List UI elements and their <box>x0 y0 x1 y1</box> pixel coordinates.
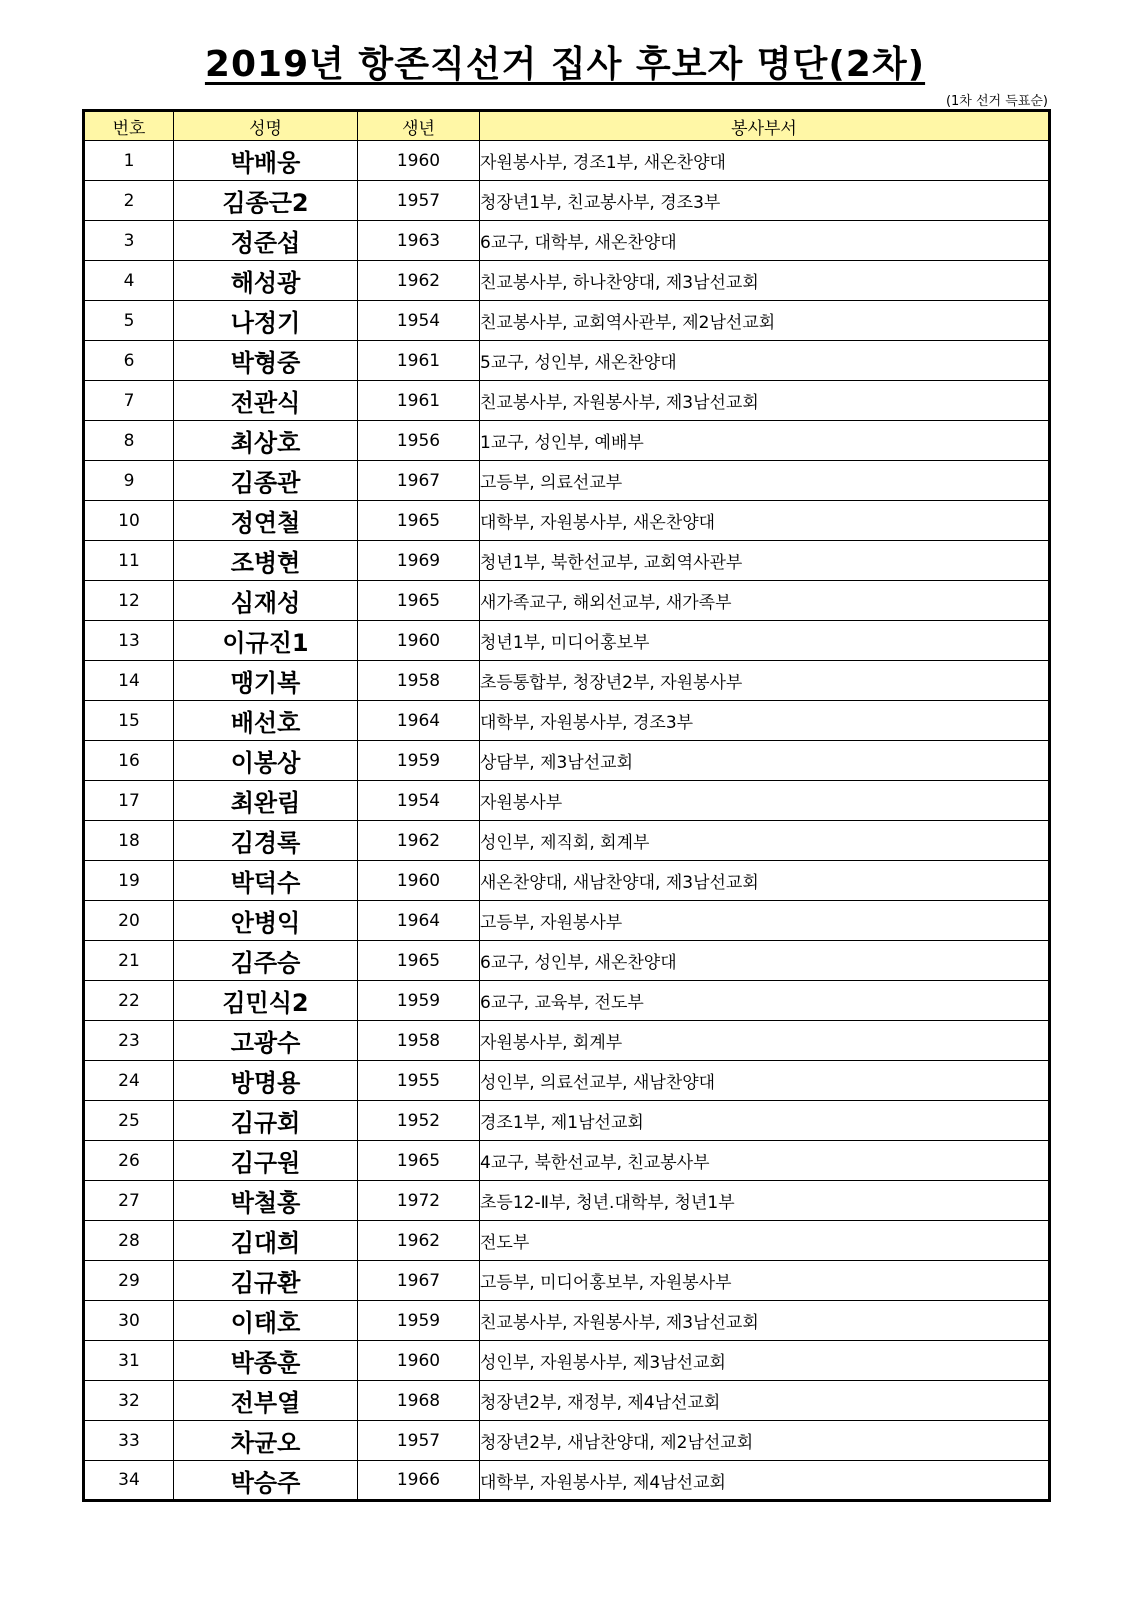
row-number: 9 <box>84 461 174 501</box>
row-number: 18 <box>84 821 174 861</box>
service-departments: 6교구, 대학부, 새온찬양대 <box>480 221 1050 261</box>
birth-year: 1960 <box>358 141 480 181</box>
service-departments: 성인부, 제직회, 회계부 <box>480 821 1050 861</box>
table-row <box>84 581 1050 621</box>
service-departments: 청년1부, 미디어홍보부 <box>480 621 1050 661</box>
birth-year: 1954 <box>358 781 480 821</box>
service-departments: 친교봉사부, 자원봉사부, 제3남선교회 <box>480 381 1050 421</box>
service-departments: 상담부, 제3남선교회 <box>480 741 1050 781</box>
birth-year: 1957 <box>358 1421 480 1461</box>
service-departments: 대학부, 자원봉사부, 제4남선교회 <box>480 1461 1050 1501</box>
table-row <box>84 501 1050 541</box>
table-row <box>84 701 1050 741</box>
table-row <box>84 1221 1050 1261</box>
birth-year: 1965 <box>358 1141 480 1181</box>
row-number: 3 <box>84 221 174 261</box>
candidate-name: 김종근2 <box>174 181 358 221</box>
service-departments: 청년1부, 북한선교부, 교회역사관부 <box>480 541 1050 581</box>
birth-year: 1956 <box>358 421 480 461</box>
service-departments: 고등부, 자원봉사부 <box>480 901 1050 941</box>
table-row <box>84 221 1050 261</box>
sort-note: (1차 선거 득표순) <box>945 94 1048 109</box>
row-number: 19 <box>84 861 174 901</box>
service-departments: 전도부 <box>480 1221 1050 1261</box>
birth-year: 1958 <box>358 661 480 701</box>
row-number: 29 <box>84 1261 174 1301</box>
row-number: 5 <box>84 301 174 341</box>
birth-year: 1961 <box>358 381 480 421</box>
birth-year: 1962 <box>358 1221 480 1261</box>
service-departments: 대학부, 자원봉사부, 새온찬양대 <box>480 501 1050 541</box>
table-row <box>84 181 1050 221</box>
birth-year: 1955 <box>358 1061 480 1101</box>
service-departments: 경조1부, 제1남선교회 <box>480 1101 1050 1141</box>
table-row <box>84 1261 1050 1301</box>
birth-year: 1965 <box>358 501 480 541</box>
table-row <box>84 341 1050 381</box>
service-departments: 새온찬양대, 새남찬양대, 제3남선교회 <box>480 861 1050 901</box>
candidate-name: 김규환 <box>174 1261 358 1301</box>
row-number: 17 <box>84 781 174 821</box>
candidate-name: 박배웅 <box>174 141 358 181</box>
service-departments: 성인부, 자원봉사부, 제3남선교회 <box>480 1341 1050 1381</box>
candidate-name: 김대희 <box>174 1221 358 1261</box>
row-number: 28 <box>84 1221 174 1261</box>
candidate-name: 이태호 <box>174 1301 358 1341</box>
row-number: 30 <box>84 1301 174 1341</box>
birth-year: 1965 <box>358 941 480 981</box>
row-number: 26 <box>84 1141 174 1181</box>
service-departments: 4교구, 북한선교부, 친교봉사부 <box>480 1141 1050 1181</box>
birth-year: 1968 <box>358 1381 480 1421</box>
candidate-name: 안병익 <box>174 901 358 941</box>
row-number: 25 <box>84 1101 174 1141</box>
service-departments: 청장년1부, 친교봉사부, 경조3부 <box>480 181 1050 221</box>
table-row <box>84 901 1050 941</box>
candidate-name: 심재성 <box>174 581 358 621</box>
candidate-table <box>82 109 1051 1502</box>
birth-year: 1962 <box>358 821 480 861</box>
table-row <box>84 1181 1050 1221</box>
candidate-name: 해성광 <box>174 261 358 301</box>
candidate-name: 차균오 <box>174 1421 358 1461</box>
row-number: 2 <box>84 181 174 221</box>
service-departments: 고등부, 의료선교부 <box>480 461 1050 501</box>
birth-year: 1957 <box>358 181 480 221</box>
table-row <box>84 861 1050 901</box>
row-number: 20 <box>84 901 174 941</box>
birth-year: 1959 <box>358 741 480 781</box>
table-row <box>84 1101 1050 1141</box>
birth-year: 1960 <box>358 621 480 661</box>
row-number: 1 <box>84 141 174 181</box>
table-row <box>84 981 1050 1021</box>
row-number: 23 <box>84 1021 174 1061</box>
table-row <box>84 821 1050 861</box>
candidate-name: 전부열 <box>174 1381 358 1421</box>
service-departments: 청장년2부, 새남찬양대, 제2남선교회 <box>480 1421 1050 1461</box>
row-number: 4 <box>84 261 174 301</box>
page-title <box>0 36 1130 87</box>
service-departments: 친교봉사부, 하나찬양대, 제3남선교회 <box>480 261 1050 301</box>
table-row <box>84 141 1050 181</box>
row-number: 11 <box>84 541 174 581</box>
candidate-name: 나정기 <box>174 301 358 341</box>
candidate-name: 김종관 <box>174 461 358 501</box>
candidate-name: 김주승 <box>174 941 358 981</box>
service-departments: 자원봉사부 <box>480 781 1050 821</box>
table-row <box>84 381 1050 421</box>
birth-year: 1962 <box>358 261 480 301</box>
service-departments: 친교봉사부, 교회역사관부, 제2남선교회 <box>480 301 1050 341</box>
row-number: 22 <box>84 981 174 1021</box>
row-number: 12 <box>84 581 174 621</box>
table-row <box>84 301 1050 341</box>
row-number: 7 <box>84 381 174 421</box>
birth-year: 1959 <box>358 1301 480 1341</box>
row-number: 32 <box>84 1381 174 1421</box>
birth-year: 1969 <box>358 541 480 581</box>
birth-year: 1967 <box>358 461 480 501</box>
table-row <box>84 1061 1050 1101</box>
row-number: 33 <box>84 1421 174 1461</box>
table-row <box>84 541 1050 581</box>
header-name: 성명 <box>174 111 358 141</box>
service-departments: 1교구, 성인부, 예배부 <box>480 421 1050 461</box>
candidate-name: 김민식2 <box>174 981 358 1021</box>
candidate-name: 고광수 <box>174 1021 358 1061</box>
service-departments: 성인부, 의료선교부, 새남찬양대 <box>480 1061 1050 1101</box>
row-number: 21 <box>84 941 174 981</box>
service-departments: 6교구, 교육부, 전도부 <box>480 981 1050 1021</box>
service-departments: 고등부, 미디어홍보부, 자원봉사부 <box>480 1261 1050 1301</box>
birth-year: 1952 <box>358 1101 480 1141</box>
table-row <box>84 941 1050 981</box>
service-departments: 친교봉사부, 자원봉사부, 제3남선교회 <box>480 1301 1050 1341</box>
birth-year: 1967 <box>358 1261 480 1301</box>
birth-year: 1966 <box>358 1461 480 1501</box>
table-row <box>84 1341 1050 1381</box>
table-row <box>84 781 1050 821</box>
row-number: 34 <box>84 1461 174 1501</box>
birth-year: 1972 <box>358 1181 480 1221</box>
candidate-name: 이봉상 <box>174 741 358 781</box>
candidate-name: 배선호 <box>174 701 358 741</box>
row-number: 15 <box>84 701 174 741</box>
row-number: 6 <box>84 341 174 381</box>
candidate-name: 박덕수 <box>174 861 358 901</box>
service-departments: 자원봉사부, 경조1부, 새온찬양대 <box>480 141 1050 181</box>
table-body <box>84 141 1050 1501</box>
birth-year: 1964 <box>358 901 480 941</box>
birth-year: 1961 <box>358 341 480 381</box>
service-departments: 초등12-Ⅱ부, 청년.대학부, 청년1부 <box>480 1181 1050 1221</box>
candidate-name: 조병현 <box>174 541 358 581</box>
row-number: 8 <box>84 421 174 461</box>
table-row <box>84 1141 1050 1181</box>
table-row <box>84 421 1050 461</box>
row-number: 24 <box>84 1061 174 1101</box>
service-departments: 5교구, 성인부, 새온찬양대 <box>480 341 1050 381</box>
table-row <box>84 461 1050 501</box>
service-departments: 6교구, 성인부, 새온찬양대 <box>480 941 1050 981</box>
row-number: 31 <box>84 1341 174 1381</box>
service-departments: 새가족교구, 해외선교부, 새가족부 <box>480 581 1050 621</box>
row-number: 10 <box>84 501 174 541</box>
candidate-name: 김구원 <box>174 1141 358 1181</box>
candidate-name: 김경록 <box>174 821 358 861</box>
birth-year: 1965 <box>358 581 480 621</box>
birth-year: 1954 <box>358 301 480 341</box>
birth-year: 1963 <box>358 221 480 261</box>
row-number: 13 <box>84 621 174 661</box>
candidate-name: 정준섭 <box>174 221 358 261</box>
table-row <box>84 1421 1050 1461</box>
candidate-name: 정연철 <box>174 501 358 541</box>
candidate-name: 최상호 <box>174 421 358 461</box>
service-departments: 자원봉사부, 회계부 <box>480 1021 1050 1061</box>
candidate-name: 박철홍 <box>174 1181 358 1221</box>
service-departments: 청장년2부, 재정부, 제4남선교회 <box>480 1381 1050 1421</box>
page-title-text: 2019년 항존직선거 집사 후보자 명단(2차) <box>204 44 926 85</box>
birth-year: 1960 <box>358 1341 480 1381</box>
birth-year: 1964 <box>358 701 480 741</box>
table-row <box>84 261 1050 301</box>
candidate-name: 맹기복 <box>174 661 358 701</box>
table-row <box>84 1021 1050 1061</box>
row-number: 27 <box>84 1181 174 1221</box>
table-row <box>84 741 1050 781</box>
candidate-name: 박형중 <box>174 341 358 381</box>
header-year: 생년 <box>358 111 480 141</box>
candidate-name: 박종훈 <box>174 1341 358 1381</box>
table-row <box>84 1301 1050 1341</box>
header-no: 번호 <box>84 111 174 141</box>
service-departments: 초등통합부, 청장년2부, 자원봉사부 <box>480 661 1050 701</box>
header-dept: 봉사부서 <box>480 111 1050 141</box>
candidate-name: 김규회 <box>174 1101 358 1141</box>
candidate-name: 박승주 <box>174 1461 358 1501</box>
candidate-name: 전관식 <box>174 381 358 421</box>
candidate-name: 방명용 <box>174 1061 358 1101</box>
table-row <box>84 1381 1050 1421</box>
row-number: 16 <box>84 741 174 781</box>
table-row <box>84 1461 1050 1501</box>
table-header-row <box>84 111 1050 141</box>
service-departments: 대학부, 자원봉사부, 경조3부 <box>480 701 1050 741</box>
table-row <box>84 661 1050 701</box>
row-number: 14 <box>84 661 174 701</box>
birth-year: 1960 <box>358 861 480 901</box>
candidate-name: 최완림 <box>174 781 358 821</box>
table-row <box>84 621 1050 661</box>
candidate-name: 이규진1 <box>174 621 358 661</box>
birth-year: 1959 <box>358 981 480 1021</box>
birth-year: 1958 <box>358 1021 480 1061</box>
